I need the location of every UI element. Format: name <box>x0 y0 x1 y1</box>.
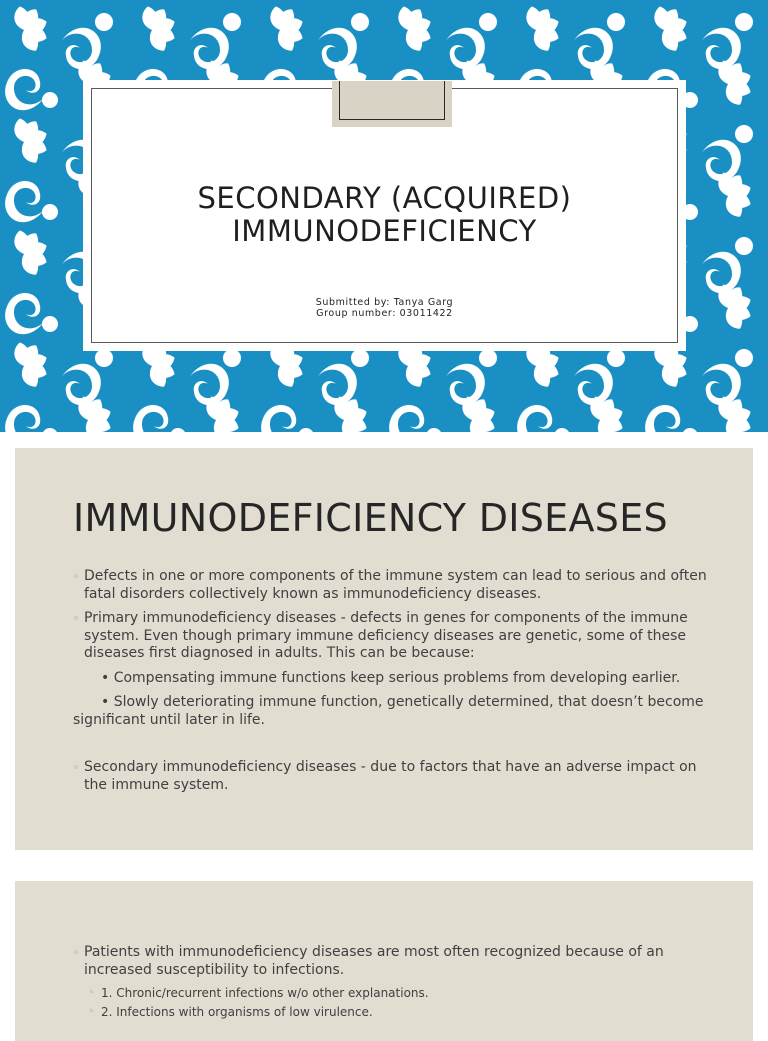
circle-bullet-icon: ◦ <box>89 1007 95 1017</box>
submitted-by: Submitted by: Tanya Garg <box>315 297 454 308</box>
bullet-item: ◦ Defects in one or more components of the immune system can lead to serious and often fatal disorders collectively known as immunodeficiency diseases. <box>73 568 707 602</box>
slide-title <box>92 182 677 248</box>
sub-point: • Compensating immune functions keep serious problems from developing earlier. <box>101 669 681 686</box>
title-slide[interactable] <box>0 0 768 432</box>
bullet-item: ◦ Patients with immunodeficiency diseases are most often recognized because of an increased susceptibility to infections. <box>73 944 664 978</box>
sub-point: • Slowly deteriorating immune function, genetically determined, that doesn’t become significant until later in life. <box>73 694 704 728</box>
circle-bullet-icon: ◦ <box>73 612 80 625</box>
slide-infections[interactable] <box>15 881 753 1041</box>
title-card <box>83 80 686 351</box>
slide-body <box>73 944 713 1024</box>
title-line-1: SECONDARY (ACQUIRED) <box>197 181 572 215</box>
circle-bullet-icon: ◦ <box>73 761 80 774</box>
circle-bullet-icon: ◦ <box>89 988 95 998</box>
sub-bullet-item: ◦ 2. Infections with organisms of low virulence. <box>89 1005 373 1019</box>
title-tab-decoration <box>332 81 452 127</box>
group-number: Group number: 03011422 <box>316 308 453 319</box>
slide-heading: IMMUNODEFICIENCY DISEASES <box>73 496 668 540</box>
title-line-2: IMMUNODEFICIENCY <box>232 214 537 248</box>
circle-bullet-icon: ◦ <box>73 946 80 959</box>
slide-body <box>73 568 713 801</box>
bullet-item: ◦ Secondary immunodeficiency diseases - due to factors that have an adverse impact on the immune system. <box>73 759 697 793</box>
circle-bullet-icon: ◦ <box>73 570 80 583</box>
bullet-item: ◦ Primary immunodeficiency diseases - defects in genes for components of the immune system. Even though primary immune deficiency diseases are genetic, some of these diseases first diagnosed in adults. This can be because: <box>73 610 688 661</box>
credits <box>92 297 677 319</box>
title-frame <box>91 88 678 343</box>
sub-bullet-item: ◦ 1. Chronic/recurrent infections w/o other explanations. <box>89 986 429 1000</box>
slide-immunodeficiency-diseases[interactable] <box>15 448 753 850</box>
